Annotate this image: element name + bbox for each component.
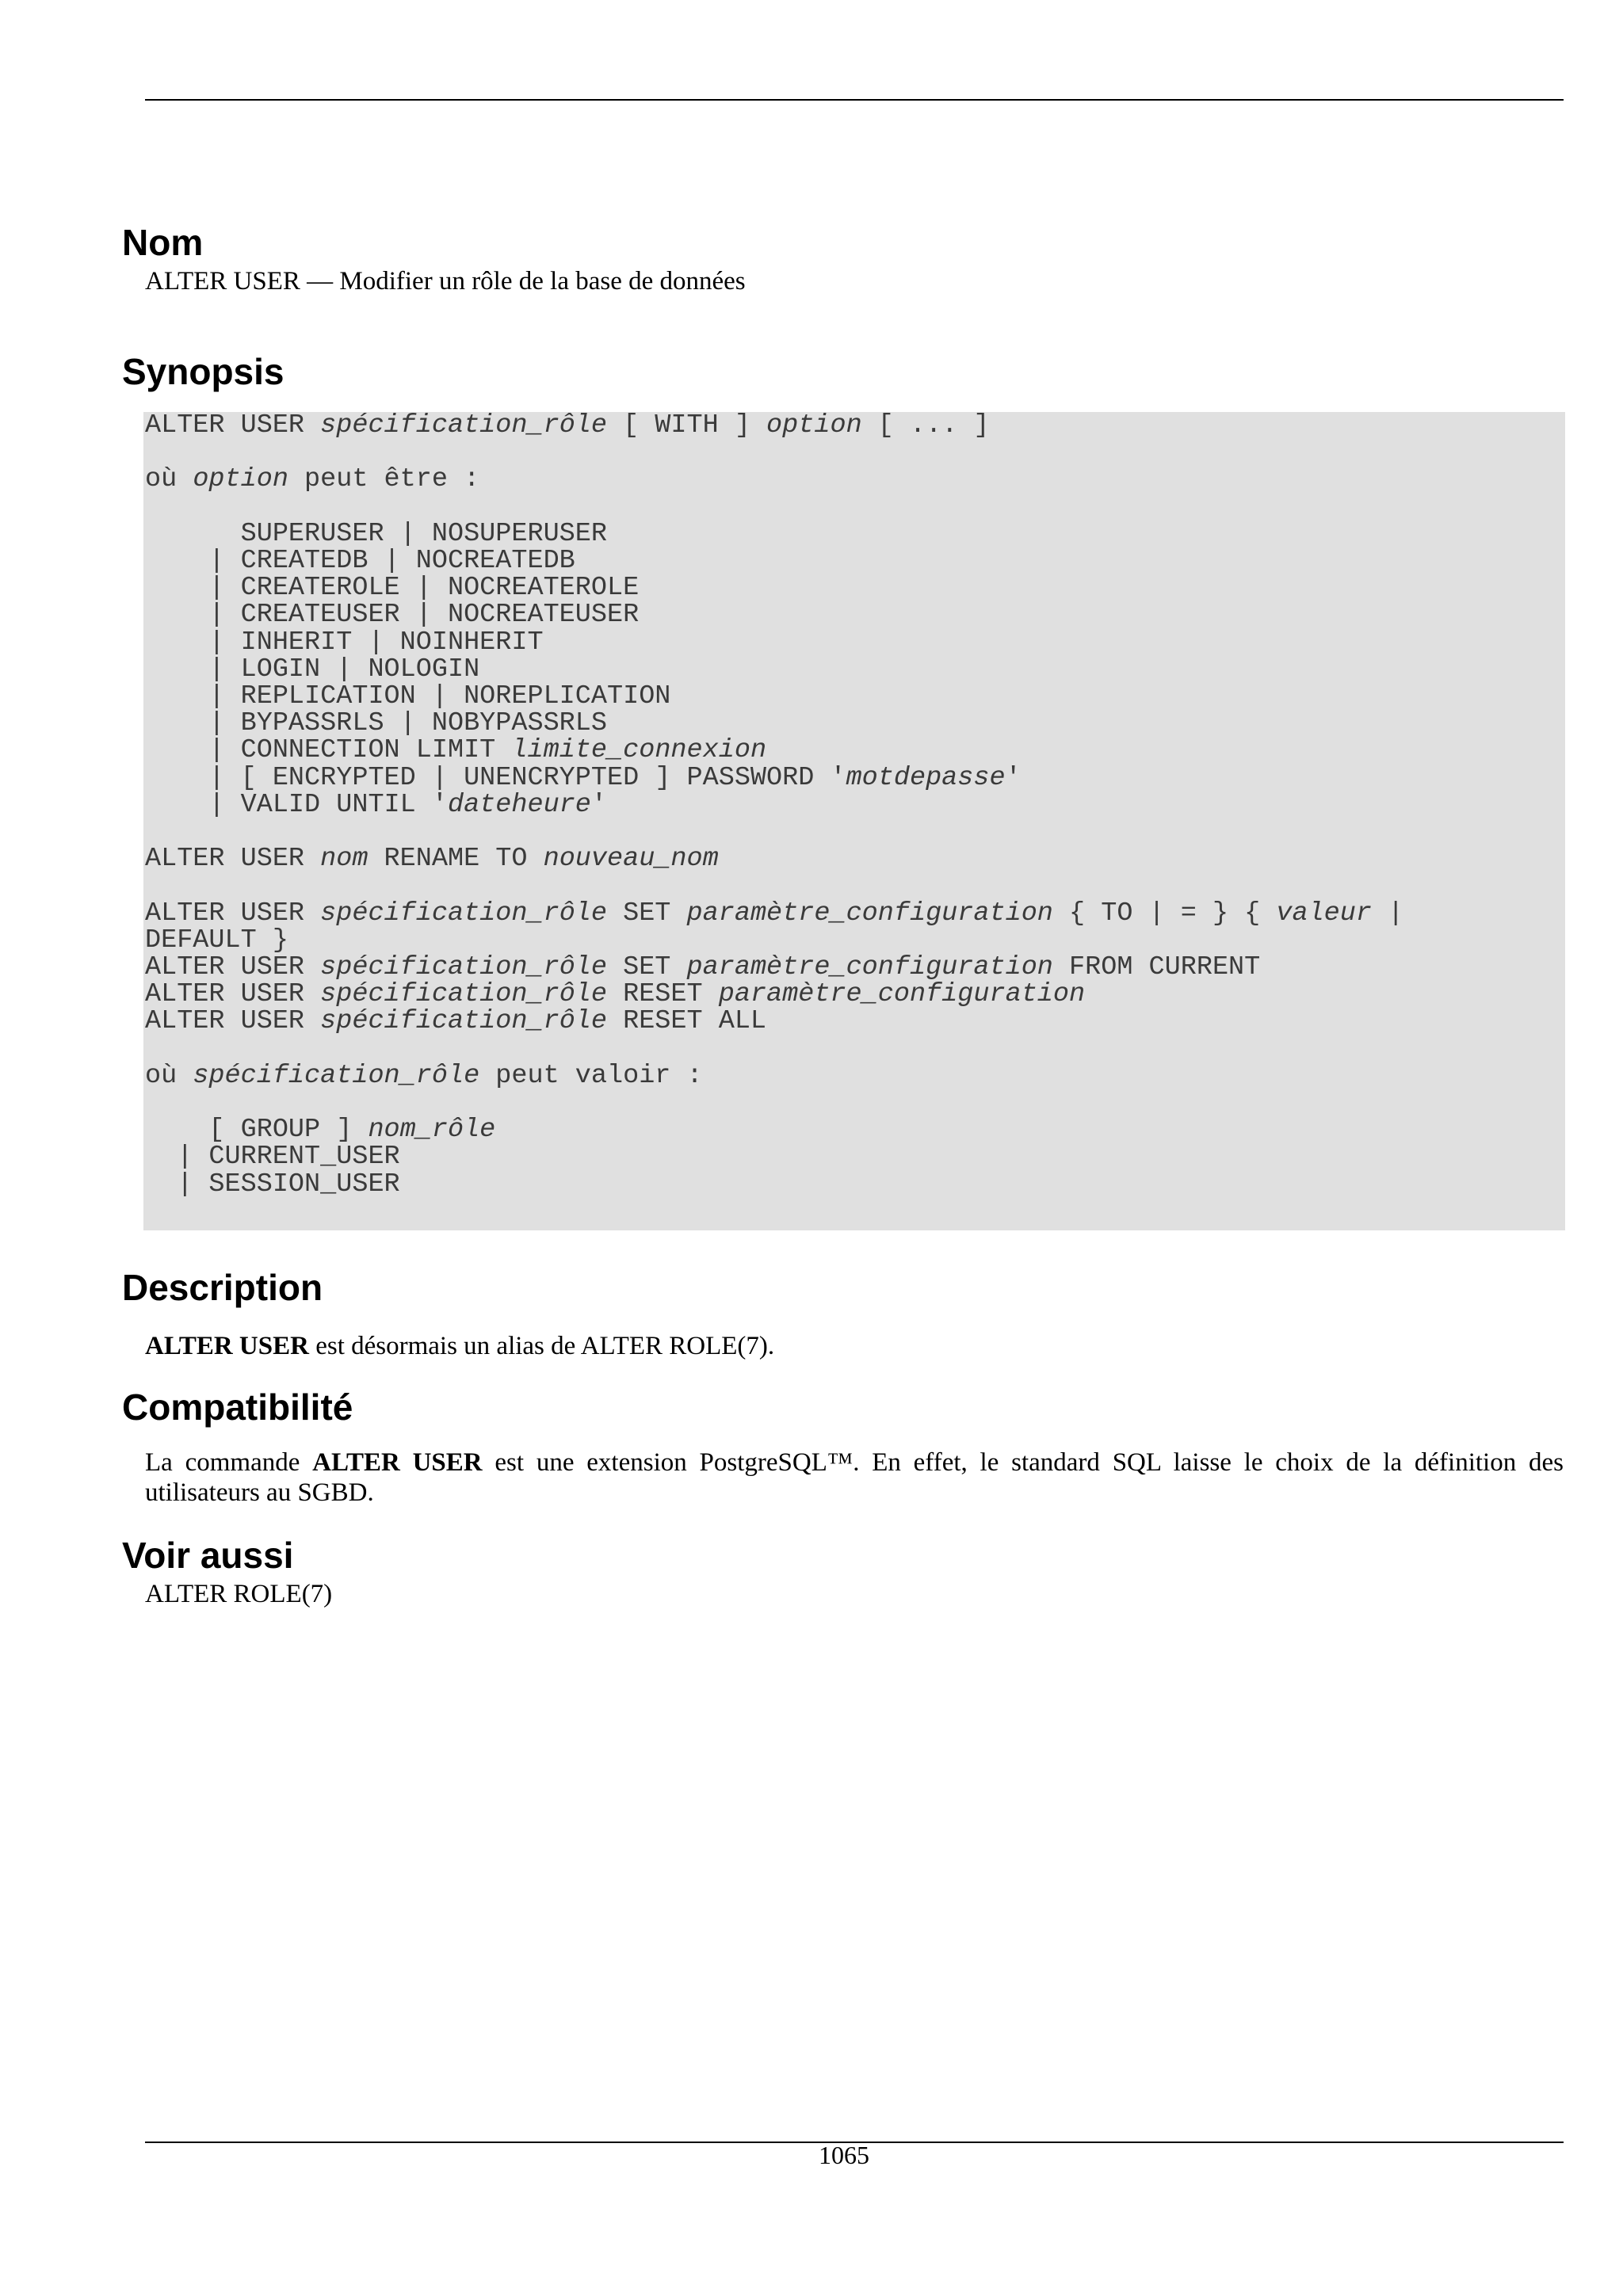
code-placeholder: spécification_rôle <box>320 952 607 983</box>
code-text: | <box>1372 898 1404 929</box>
code-text: RESET ALL <box>607 1006 767 1037</box>
code-text: ' <box>1005 762 1022 793</box>
code-line <box>145 735 766 765</box>
code-text: | [ ENCRYPTED | UNENCRYPTED ] PASSWORD ' <box>145 762 846 793</box>
code-text: RENAME TO <box>368 844 544 875</box>
synopsis-code-block <box>143 412 1565 1230</box>
section-heading-synopsis: Synopsis <box>122 351 285 392</box>
description-rest: est désormais un alias de ALTER ROLE(7). <box>308 1332 775 1360</box>
code-line <box>145 546 575 576</box>
code-text: | VALID UNTIL ' <box>145 789 448 820</box>
code-text: | CREATEDB | NOCREATEDB <box>145 546 575 577</box>
code-placeholder: paramètre_configuration <box>686 952 1053 983</box>
description-text <box>145 1331 1564 1361</box>
code-line <box>145 573 639 603</box>
code-placeholder: spécification_rôle <box>193 1060 480 1091</box>
code-text: SUPERUSER | NOSUPERUSER <box>145 518 607 549</box>
synopsis-code <box>145 412 1403 1198</box>
code-placeholder: limite_connexion <box>511 735 767 766</box>
code-placeholder: nom <box>320 844 369 875</box>
code-line <box>145 898 1403 929</box>
code-line <box>145 1169 400 1199</box>
code-line <box>145 1006 766 1036</box>
code-text: | INHERIT | NOINHERIT <box>145 627 544 658</box>
code-placeholder: paramètre_configuration <box>686 898 1053 929</box>
section-heading-compatibilite: Compatibilité <box>122 1386 353 1428</box>
code-text: [ ... ] <box>861 410 990 441</box>
code-line <box>145 1061 703 1091</box>
code-line <box>145 519 607 549</box>
code-text: RESET <box>607 979 719 1010</box>
code-placeholder: option <box>193 464 288 495</box>
code-line <box>145 925 288 955</box>
code-placeholder: valeur <box>1276 898 1372 929</box>
page-number: 1065 <box>819 2141 869 2169</box>
code-text: | LOGIN | NOLOGIN <box>145 654 480 685</box>
code-text: { TO | = } { <box>1052 898 1277 929</box>
code-text: peut valoir : <box>479 1060 703 1091</box>
nom-text: ALTER USER — Modifier un rôle de la base de données <box>145 267 746 296</box>
code-text: SET <box>607 898 687 929</box>
code-text: ALTER USER <box>145 979 321 1010</box>
code-line <box>145 708 607 738</box>
code-line <box>145 681 670 711</box>
code-text: ALTER USER <box>145 898 321 929</box>
code-text: SET <box>607 952 687 983</box>
code-placeholder: option <box>766 410 862 441</box>
code-placeholder: nom_rôle <box>368 1115 496 1146</box>
code-text: ALTER USER <box>145 952 321 983</box>
code-text: [ WITH ] <box>607 410 767 441</box>
code-text: où <box>145 1060 193 1091</box>
code-placeholder: spécification_rôle <box>320 410 607 441</box>
code-line <box>145 654 479 685</box>
section-heading-nom: Nom <box>122 222 204 263</box>
compatibilite-text <box>145 1447 1564 1508</box>
code-text: | CREATEROLE | NOCREATEROLE <box>145 573 640 604</box>
code-line <box>145 600 639 630</box>
code-text: | CURRENT_USER <box>145 1142 400 1173</box>
code-text: FROM CURRENT <box>1052 952 1261 983</box>
code-text: | BYPASSRLS | NOBYPASSRLS <box>145 708 607 739</box>
code-placeholder: spécification_rôle <box>320 1006 607 1037</box>
code-text: [ GROUP ] <box>145 1115 369 1146</box>
code-text: | REPLICATION | NOREPLICATION <box>145 681 671 712</box>
code-line <box>145 844 719 874</box>
description-command: ALTER USER <box>145 1332 309 1360</box>
code-line <box>145 1115 495 1145</box>
code-text: ALTER USER <box>145 410 321 441</box>
code-text: ALTER USER <box>145 844 321 875</box>
code-text: ' <box>590 789 608 820</box>
code-line <box>145 952 1260 982</box>
section-heading-voir-aussi: Voir aussi <box>122 1535 294 1576</box>
code-placeholder: paramètre_configuration <box>718 979 1086 1010</box>
code-line <box>145 1142 400 1172</box>
code-line <box>145 763 1022 793</box>
section-heading-description: Description <box>122 1267 323 1308</box>
code-text: où <box>145 464 193 495</box>
code-placeholder: spécification_rôle <box>320 979 607 1010</box>
compatibilite-rest: est une extension PostgreSQL™. En effet, le standard SQL laisse le choix de la définition des utilisateurs au SGBD. <box>145 1448 1564 1507</box>
code-placeholder: dateheure <box>447 789 591 820</box>
code-placeholder: spécification_rôle <box>320 898 607 929</box>
header-rule <box>145 99 1564 101</box>
code-text: | SESSION_USER <box>145 1169 400 1199</box>
code-placeholder: motdepasse <box>846 762 1006 793</box>
code-text: DEFAULT } <box>145 925 288 955</box>
code-line <box>145 627 544 658</box>
code-placeholder: nouveau_nom <box>543 844 719 875</box>
code-text: ALTER USER <box>145 1006 321 1037</box>
compatibilite-command: ALTER USER <box>312 1448 483 1477</box>
compatibilite-before: La commande <box>145 1448 313 1477</box>
code-line <box>145 790 607 820</box>
code-line <box>145 410 990 441</box>
voir-aussi-link[interactable]: ALTER ROLE(7) <box>145 1580 333 1608</box>
code-text: | CONNECTION LIMIT <box>145 735 512 766</box>
code-line <box>145 979 1085 1009</box>
code-text: | CREATEUSER | NOCREATEUSER <box>145 600 640 631</box>
code-text: peut être : <box>288 464 480 495</box>
code-line <box>145 464 479 494</box>
